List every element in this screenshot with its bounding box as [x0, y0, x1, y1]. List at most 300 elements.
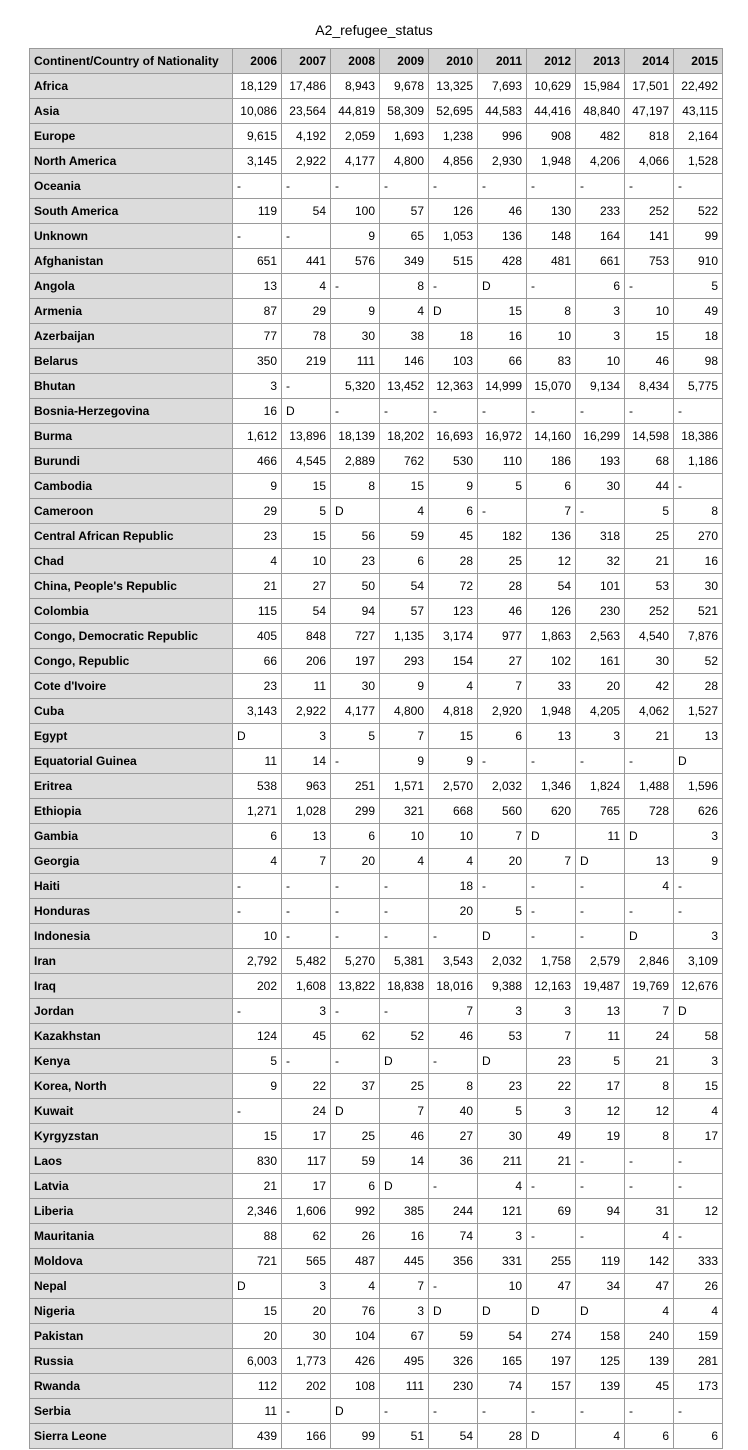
table-cell[interactable]: 13 [674, 724, 723, 749]
table-cell[interactable]: 14,598 [625, 424, 674, 449]
table-cell[interactable]: 13 [233, 274, 282, 299]
table-cell[interactable]: 8,434 [625, 374, 674, 399]
table-cell[interactable]: 32 [576, 549, 625, 574]
table-cell[interactable]: - [380, 174, 429, 199]
table-cell[interactable]: - [233, 899, 282, 924]
table-cell[interactable]: 15 [282, 524, 331, 549]
table-cell[interactable]: 166 [282, 1424, 331, 1449]
table-cell[interactable]: - [331, 999, 380, 1024]
row-label[interactable]: Oceania [30, 174, 233, 199]
table-cell[interactable]: 6 [527, 474, 576, 499]
table-cell[interactable]: 15 [429, 724, 478, 749]
table-cell[interactable]: 7 [527, 1024, 576, 1049]
table-cell[interactable]: 18,139 [331, 424, 380, 449]
table-cell[interactable]: 56 [331, 524, 380, 549]
table-cell[interactable]: 11 [233, 749, 282, 774]
row-label[interactable]: Moldova [30, 1249, 233, 1274]
table-cell[interactable]: - [576, 899, 625, 924]
table-cell[interactable]: 5,270 [331, 949, 380, 974]
table-cell[interactable]: 9 [331, 299, 380, 324]
table-cell[interactable]: 23 [331, 549, 380, 574]
table-cell[interactable]: 34 [576, 1274, 625, 1299]
table-cell[interactable]: D [233, 724, 282, 749]
table-cell[interactable]: - [576, 924, 625, 949]
table-cell[interactable]: 11 [233, 1399, 282, 1424]
row-label[interactable]: Pakistan [30, 1324, 233, 1349]
table-cell[interactable]: 1,608 [282, 974, 331, 999]
table-cell[interactable]: 29 [282, 299, 331, 324]
table-cell[interactable]: 4 [625, 1224, 674, 1249]
table-cell[interactable]: 10 [527, 324, 576, 349]
table-cell[interactable]: 52 [380, 1024, 429, 1049]
table-cell[interactable]: 15 [282, 474, 331, 499]
table-cell[interactable]: 211 [478, 1149, 527, 1174]
table-cell[interactable]: - [380, 999, 429, 1024]
table-cell[interactable]: 25 [380, 1074, 429, 1099]
table-cell[interactable]: 466 [233, 449, 282, 474]
table-cell[interactable]: - [331, 174, 380, 199]
table-cell[interactable]: 58,309 [380, 99, 429, 124]
table-cell[interactable]: 1,028 [282, 799, 331, 824]
table-cell[interactable]: - [233, 874, 282, 899]
table-cell[interactable]: 6 [429, 499, 478, 524]
table-cell[interactable]: 15 [625, 324, 674, 349]
table-cell[interactable]: 233 [576, 199, 625, 224]
table-cell[interactable]: 7 [527, 849, 576, 874]
table-cell[interactable]: 20 [478, 849, 527, 874]
table-cell[interactable]: 1,863 [527, 624, 576, 649]
row-label[interactable]: Burundi [30, 449, 233, 474]
table-cell[interactable]: - [282, 899, 331, 924]
table-cell[interactable]: - [282, 374, 331, 399]
row-label[interactable]: Laos [30, 1149, 233, 1174]
table-cell[interactable]: D [527, 1424, 576, 1449]
table-cell[interactable]: 76 [331, 1299, 380, 1324]
table-cell[interactable]: 21 [625, 549, 674, 574]
table-cell[interactable]: 3 [527, 999, 576, 1024]
table-cell[interactable]: 42 [625, 674, 674, 699]
row-label[interactable]: Gambia [30, 824, 233, 849]
table-cell[interactable]: 100 [331, 199, 380, 224]
table-cell[interactable]: 1,346 [527, 774, 576, 799]
row-label[interactable]: Liberia [30, 1199, 233, 1224]
table-cell[interactable]: D [478, 1299, 527, 1324]
table-cell[interactable]: 270 [674, 524, 723, 549]
table-cell[interactable]: 2,579 [576, 949, 625, 974]
table-cell[interactable]: 53 [625, 574, 674, 599]
table-cell[interactable]: 3 [233, 374, 282, 399]
table-cell[interactable]: 148 [527, 224, 576, 249]
table-cell[interactable]: - [674, 474, 723, 499]
table-cell[interactable]: 6 [478, 724, 527, 749]
table-cell[interactable]: D [331, 1399, 380, 1424]
table-cell[interactable]: 5 [331, 724, 380, 749]
column-header-country[interactable]: Continent/Country of Nationality [30, 49, 233, 74]
table-cell[interactable]: 27 [282, 574, 331, 599]
table-cell[interactable]: 321 [380, 799, 429, 824]
table-cell[interactable]: 4 [576, 1424, 625, 1449]
table-cell[interactable]: 111 [380, 1374, 429, 1399]
table-cell[interactable]: - [478, 749, 527, 774]
table-cell[interactable]: 52 [674, 649, 723, 674]
row-label[interactable]: Cuba [30, 699, 233, 724]
table-cell[interactable]: 12,163 [527, 974, 576, 999]
row-label[interactable]: Kenya [30, 1049, 233, 1074]
table-cell[interactable]: 2,346 [233, 1199, 282, 1224]
table-cell[interactable]: 18,016 [429, 974, 478, 999]
table-cell[interactable]: 30 [478, 1124, 527, 1149]
table-cell[interactable]: - [625, 274, 674, 299]
row-label[interactable]: Latvia [30, 1174, 233, 1199]
table-cell[interactable]: 136 [527, 524, 576, 549]
table-cell[interactable]: 45 [429, 524, 478, 549]
table-cell[interactable]: 197 [331, 649, 380, 674]
table-cell[interactable]: 15 [233, 1124, 282, 1149]
table-cell[interactable]: 22,492 [674, 74, 723, 99]
table-cell[interactable]: 21 [625, 724, 674, 749]
table-cell[interactable]: 5 [674, 274, 723, 299]
table-cell[interactable]: 88 [233, 1224, 282, 1249]
table-cell[interactable]: 405 [233, 624, 282, 649]
row-label[interactable]: Serbia [30, 1399, 233, 1424]
table-cell[interactable]: 4,192 [282, 124, 331, 149]
table-cell[interactable]: - [233, 1099, 282, 1124]
row-label[interactable]: Haiti [30, 874, 233, 899]
table-cell[interactable]: 16,693 [429, 424, 478, 449]
table-cell[interactable]: 4,177 [331, 149, 380, 174]
table-cell[interactable]: 16 [380, 1224, 429, 1249]
table-cell[interactable]: 2,792 [233, 949, 282, 974]
table-cell[interactable]: 115 [233, 599, 282, 624]
row-label[interactable]: Kuwait [30, 1099, 233, 1124]
table-cell[interactable]: 6 [331, 1174, 380, 1199]
row-label[interactable]: Eritrea [30, 774, 233, 799]
table-cell[interactable]: 9 [380, 674, 429, 699]
table-cell[interactable]: 33 [527, 674, 576, 699]
table-cell[interactable]: 17 [282, 1174, 331, 1199]
table-cell[interactable]: 441 [282, 249, 331, 274]
table-cell[interactable]: 668 [429, 799, 478, 824]
table-cell[interactable]: 626 [674, 799, 723, 824]
table-cell[interactable]: 996 [478, 124, 527, 149]
table-cell[interactable]: 13,325 [429, 74, 478, 99]
table-cell[interactable]: - [429, 924, 478, 949]
column-header-year[interactable]: 2013 [576, 49, 625, 74]
table-cell[interactable]: 350 [233, 349, 282, 374]
table-cell[interactable]: 28 [429, 549, 478, 574]
table-cell[interactable]: - [282, 874, 331, 899]
table-cell[interactable]: D [527, 1299, 576, 1324]
table-cell[interactable]: 7 [380, 1099, 429, 1124]
table-cell[interactable]: - [625, 174, 674, 199]
table-cell[interactable]: - [674, 899, 723, 924]
table-cell[interactable]: 818 [625, 124, 674, 149]
table-cell[interactable]: 727 [331, 624, 380, 649]
table-cell[interactable]: 230 [429, 1374, 478, 1399]
table-cell[interactable]: 22 [527, 1074, 576, 1099]
table-cell[interactable]: 9 [429, 474, 478, 499]
table-cell[interactable]: - [331, 899, 380, 924]
table-cell[interactable]: - [576, 1224, 625, 1249]
table-cell[interactable]: 20 [233, 1324, 282, 1349]
table-cell[interactable]: 101 [576, 574, 625, 599]
table-cell[interactable]: 46 [625, 349, 674, 374]
table-cell[interactable]: 119 [576, 1249, 625, 1274]
table-cell[interactable]: - [282, 924, 331, 949]
table-cell[interactable]: 4,545 [282, 449, 331, 474]
table-cell[interactable]: 30 [625, 649, 674, 674]
table-cell[interactable]: 753 [625, 249, 674, 274]
table-cell[interactable]: 21 [233, 574, 282, 599]
row-label[interactable]: Nepal [30, 1274, 233, 1299]
table-cell[interactable]: 59 [429, 1324, 478, 1349]
table-cell[interactable]: 3 [576, 299, 625, 324]
table-cell[interactable]: 992 [331, 1199, 380, 1224]
table-cell[interactable]: 5 [478, 474, 527, 499]
table-cell[interactable]: 765 [576, 799, 625, 824]
table-cell[interactable]: 123 [429, 599, 478, 624]
table-cell[interactable]: 2,032 [478, 949, 527, 974]
table-cell[interactable]: 5 [625, 499, 674, 524]
row-label[interactable]: Unknown [30, 224, 233, 249]
table-cell[interactable]: D [478, 274, 527, 299]
table-cell[interactable]: 4 [380, 499, 429, 524]
table-cell[interactable]: 560 [478, 799, 527, 824]
table-cell[interactable]: 43,115 [674, 99, 723, 124]
table-cell[interactable]: - [527, 874, 576, 899]
table-cell[interactable]: 721 [233, 1249, 282, 1274]
table-cell[interactable]: 23 [478, 1074, 527, 1099]
table-cell[interactable]: 44,416 [527, 99, 576, 124]
table-cell[interactable]: 18,129 [233, 74, 282, 99]
table-cell[interactable]: 1,773 [282, 1349, 331, 1374]
table-cell[interactable]: 481 [527, 249, 576, 274]
table-cell[interactable]: 252 [625, 599, 674, 624]
table-cell[interactable]: 18 [674, 324, 723, 349]
table-cell[interactable]: 117 [282, 1149, 331, 1174]
table-cell[interactable]: 22 [282, 1074, 331, 1099]
table-cell[interactable]: 18,838 [380, 974, 429, 999]
table-cell[interactable]: D [233, 1274, 282, 1299]
table-cell[interactable]: 16 [674, 549, 723, 574]
row-label[interactable]: Ethiopia [30, 799, 233, 824]
table-cell[interactable]: 3 [576, 324, 625, 349]
table-cell[interactable]: 21 [233, 1174, 282, 1199]
table-cell[interactable]: 13 [576, 999, 625, 1024]
table-cell[interactable]: - [478, 399, 527, 424]
table-cell[interactable]: 66 [478, 349, 527, 374]
table-cell[interactable]: 28 [674, 674, 723, 699]
table-cell[interactable]: 1,606 [282, 1199, 331, 1224]
table-cell[interactable]: - [625, 749, 674, 774]
table-cell[interactable]: - [331, 874, 380, 899]
table-cell[interactable]: 538 [233, 774, 282, 799]
table-cell[interactable]: - [380, 1399, 429, 1424]
table-cell[interactable]: 5,381 [380, 949, 429, 974]
table-cell[interactable]: D [331, 1099, 380, 1124]
row-label[interactable]: Asia [30, 99, 233, 124]
table-cell[interactable]: 565 [282, 1249, 331, 1274]
table-cell[interactable]: 77 [233, 324, 282, 349]
table-cell[interactable]: - [282, 1049, 331, 1074]
table-cell[interactable]: 8 [331, 474, 380, 499]
row-label[interactable]: Cameroon [30, 499, 233, 524]
table-cell[interactable]: 3 [674, 1049, 723, 1074]
table-cell[interactable]: 7,693 [478, 74, 527, 99]
table-cell[interactable]: - [674, 1399, 723, 1424]
table-cell[interactable]: 14 [282, 749, 331, 774]
table-cell[interactable]: D [625, 924, 674, 949]
table-cell[interactable]: 10 [576, 349, 625, 374]
table-cell[interactable]: - [527, 899, 576, 924]
table-cell[interactable]: 1,527 [674, 699, 723, 724]
table-cell[interactable]: 10,086 [233, 99, 282, 124]
table-cell[interactable]: 6 [576, 274, 625, 299]
table-cell[interactable]: 2,164 [674, 124, 723, 149]
row-label[interactable]: Russia [30, 1349, 233, 1374]
table-cell[interactable]: 4,062 [625, 699, 674, 724]
table-cell[interactable]: 8 [625, 1124, 674, 1149]
table-cell[interactable]: 977 [478, 624, 527, 649]
table-cell[interactable]: 14,160 [527, 424, 576, 449]
table-cell[interactable]: 4 [674, 1099, 723, 1124]
table-cell[interactable]: 7 [478, 824, 527, 849]
table-cell[interactable]: 17 [576, 1074, 625, 1099]
table-cell[interactable]: 19,769 [625, 974, 674, 999]
table-cell[interactable]: 11 [576, 1024, 625, 1049]
row-label[interactable]: Nigeria [30, 1299, 233, 1324]
table-cell[interactable]: 439 [233, 1424, 282, 1449]
table-cell[interactable]: 13,822 [331, 974, 380, 999]
table-cell[interactable]: 25 [625, 524, 674, 549]
row-label[interactable]: South America [30, 199, 233, 224]
table-cell[interactable]: - [625, 1149, 674, 1174]
table-cell[interactable]: 23 [233, 524, 282, 549]
table-cell[interactable]: 7 [527, 499, 576, 524]
table-cell[interactable]: 20 [282, 1299, 331, 1324]
table-cell[interactable]: 44,583 [478, 99, 527, 124]
table-cell[interactable]: 7 [625, 999, 674, 1024]
row-label[interactable]: North America [30, 149, 233, 174]
table-cell[interactable]: 44 [625, 474, 674, 499]
row-label[interactable]: Iran [30, 949, 233, 974]
table-cell[interactable]: 54 [282, 599, 331, 624]
table-cell[interactable]: 99 [331, 1424, 380, 1449]
table-cell[interactable]: 54 [429, 1424, 478, 1449]
row-label[interactable]: Equatorial Guinea [30, 749, 233, 774]
table-cell[interactable]: 1,488 [625, 774, 674, 799]
table-cell[interactable]: 30 [331, 674, 380, 699]
table-cell[interactable]: 10 [282, 549, 331, 574]
table-cell[interactable]: 4,206 [576, 149, 625, 174]
table-cell[interactable]: 66 [233, 649, 282, 674]
table-cell[interactable]: - [576, 874, 625, 899]
table-cell[interactable]: 521 [674, 599, 723, 624]
table-cell[interactable]: 54 [478, 1324, 527, 1349]
table-cell[interactable]: - [527, 274, 576, 299]
table-cell[interactable]: 2,563 [576, 624, 625, 649]
table-cell[interactable]: 154 [429, 649, 478, 674]
table-cell[interactable]: 161 [576, 649, 625, 674]
table-cell[interactable]: 119 [233, 199, 282, 224]
table-cell[interactable]: 18,386 [674, 424, 723, 449]
table-cell[interactable]: - [478, 874, 527, 899]
table-cell[interactable]: - [429, 274, 478, 299]
table-cell[interactable]: 4 [282, 274, 331, 299]
table-cell[interactable]: 1,271 [233, 799, 282, 824]
table-cell[interactable]: 8 [625, 1074, 674, 1099]
table-cell[interactable]: - [331, 274, 380, 299]
table-cell[interactable]: 136 [478, 224, 527, 249]
table-cell[interactable]: 2,922 [282, 699, 331, 724]
table-cell[interactable]: 2,920 [478, 699, 527, 724]
row-label[interactable]: Cote d'Ivoire [30, 674, 233, 699]
table-cell[interactable]: 2,889 [331, 449, 380, 474]
table-cell[interactable]: 4 [625, 874, 674, 899]
table-cell[interactable]: 158 [576, 1324, 625, 1349]
table-cell[interactable]: D [674, 999, 723, 1024]
table-cell[interactable]: 111 [331, 349, 380, 374]
table-cell[interactable]: 1,135 [380, 624, 429, 649]
table-cell[interactable]: 74 [429, 1224, 478, 1249]
table-cell[interactable]: 445 [380, 1249, 429, 1274]
table-cell[interactable]: 522 [674, 199, 723, 224]
table-cell[interactable]: 661 [576, 249, 625, 274]
table-cell[interactable]: 11 [576, 824, 625, 849]
table-cell[interactable]: 5 [478, 899, 527, 924]
table-cell[interactable]: 23 [233, 674, 282, 699]
table-cell[interactable]: 6 [674, 1424, 723, 1449]
table-cell[interactable]: 10 [429, 824, 478, 849]
table-cell[interactable]: 255 [527, 1249, 576, 1274]
table-cell[interactable]: - [233, 224, 282, 249]
table-cell[interactable]: 4,540 [625, 624, 674, 649]
table-cell[interactable]: 141 [625, 224, 674, 249]
table-cell[interactable]: 44,819 [331, 99, 380, 124]
table-cell[interactable]: 12 [674, 1199, 723, 1224]
row-label[interactable]: Honduras [30, 899, 233, 924]
table-cell[interactable]: 98 [674, 349, 723, 374]
table-cell[interactable]: 515 [429, 249, 478, 274]
table-cell[interactable]: 4 [674, 1299, 723, 1324]
table-cell[interactable]: 495 [380, 1349, 429, 1374]
table-cell[interactable]: 30 [576, 474, 625, 499]
table-cell[interactable]: - [429, 174, 478, 199]
table-cell[interactable]: 3 [380, 1299, 429, 1324]
table-cell[interactable]: 193 [576, 449, 625, 474]
table-cell[interactable]: 3,143 [233, 699, 282, 724]
table-cell[interactable]: 182 [478, 524, 527, 549]
table-cell[interactable]: 50 [331, 574, 380, 599]
row-label[interactable]: Kazakhstan [30, 1024, 233, 1049]
table-cell[interactable]: 36 [429, 1149, 478, 1174]
table-cell[interactable]: 126 [429, 199, 478, 224]
table-cell[interactable]: - [331, 924, 380, 949]
table-cell[interactable]: 24 [282, 1099, 331, 1124]
table-cell[interactable]: 3,145 [233, 149, 282, 174]
table-cell[interactable]: D [478, 924, 527, 949]
table-cell[interactable]: 142 [625, 1249, 674, 1274]
table-cell[interactable]: - [625, 399, 674, 424]
table-cell[interactable]: 12 [625, 1099, 674, 1124]
table-cell[interactable]: 4,818 [429, 699, 478, 724]
table-cell[interactable]: 40 [429, 1099, 478, 1124]
table-cell[interactable]: 31 [625, 1199, 674, 1224]
table-cell[interactable]: - [233, 174, 282, 199]
table-cell[interactable]: 3 [478, 999, 527, 1024]
table-cell[interactable]: 17 [674, 1124, 723, 1149]
table-cell[interactable]: 10,629 [527, 74, 576, 99]
